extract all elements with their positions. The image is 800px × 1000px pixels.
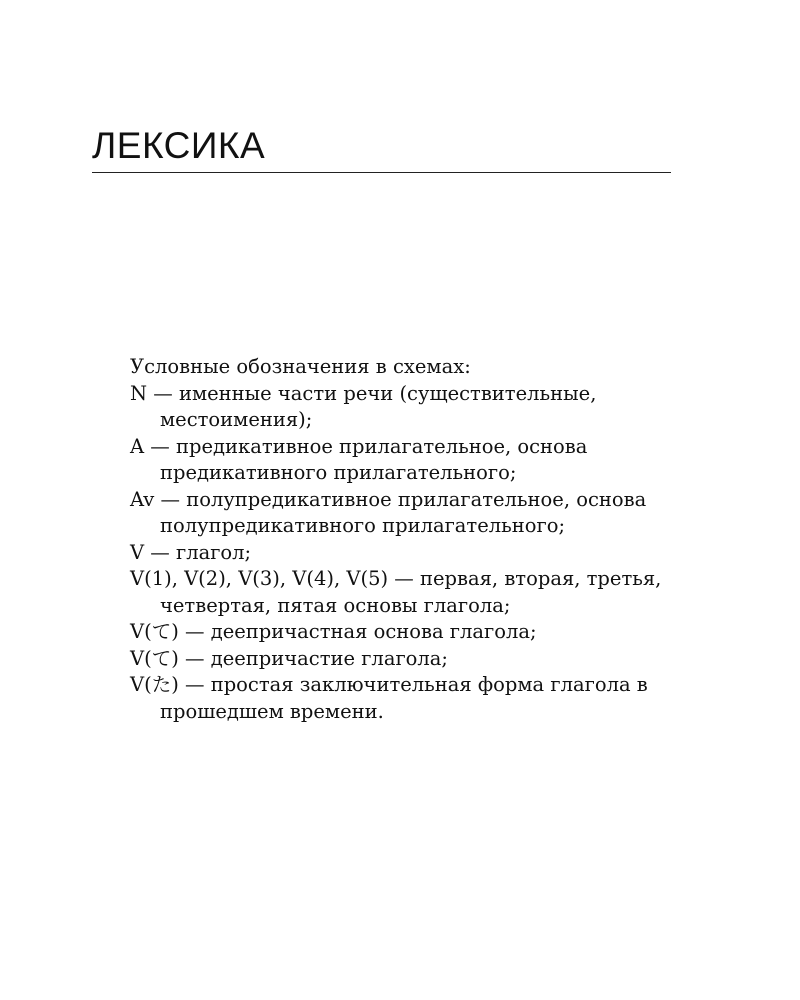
legend-entry-adjective: A — предикативное прилагательное, основа предикативного прилагательного; bbox=[130, 434, 588, 484]
chapter-heading bbox=[92, 124, 671, 173]
legend-list bbox=[130, 381, 690, 726]
legend-entry-ta-form: V(た) — простая заключительная форма глагола в прошедшем времени. bbox=[130, 673, 648, 723]
legend-entry-verb: V — глагол; bbox=[130, 540, 252, 564]
chapter-title: ЛЕКСИКА bbox=[92, 125, 266, 166]
legend-entry-te-stem: V(て) — деепричастная основа глагола; bbox=[130, 620, 537, 643]
legend-intro: Условные обозначения в схемах: bbox=[130, 355, 471, 378]
legend-entry-noun: N — именные части речи (существительные, местоимения); bbox=[130, 381, 597, 431]
legend-entry-semi-adjective: Av — полупредикативное прилагательное, основа полупредикативного прилагательного; bbox=[130, 487, 647, 537]
notation-legend bbox=[130, 354, 690, 725]
legend-entry-verb-stems: V(1), V(2), V(3), V(4), V(5) — первая, вторая, третья, четвертая, пятая основы глагола; bbox=[130, 567, 662, 617]
legend-entry-te-form: V(て) — деепричастие глагола; bbox=[130, 646, 448, 670]
